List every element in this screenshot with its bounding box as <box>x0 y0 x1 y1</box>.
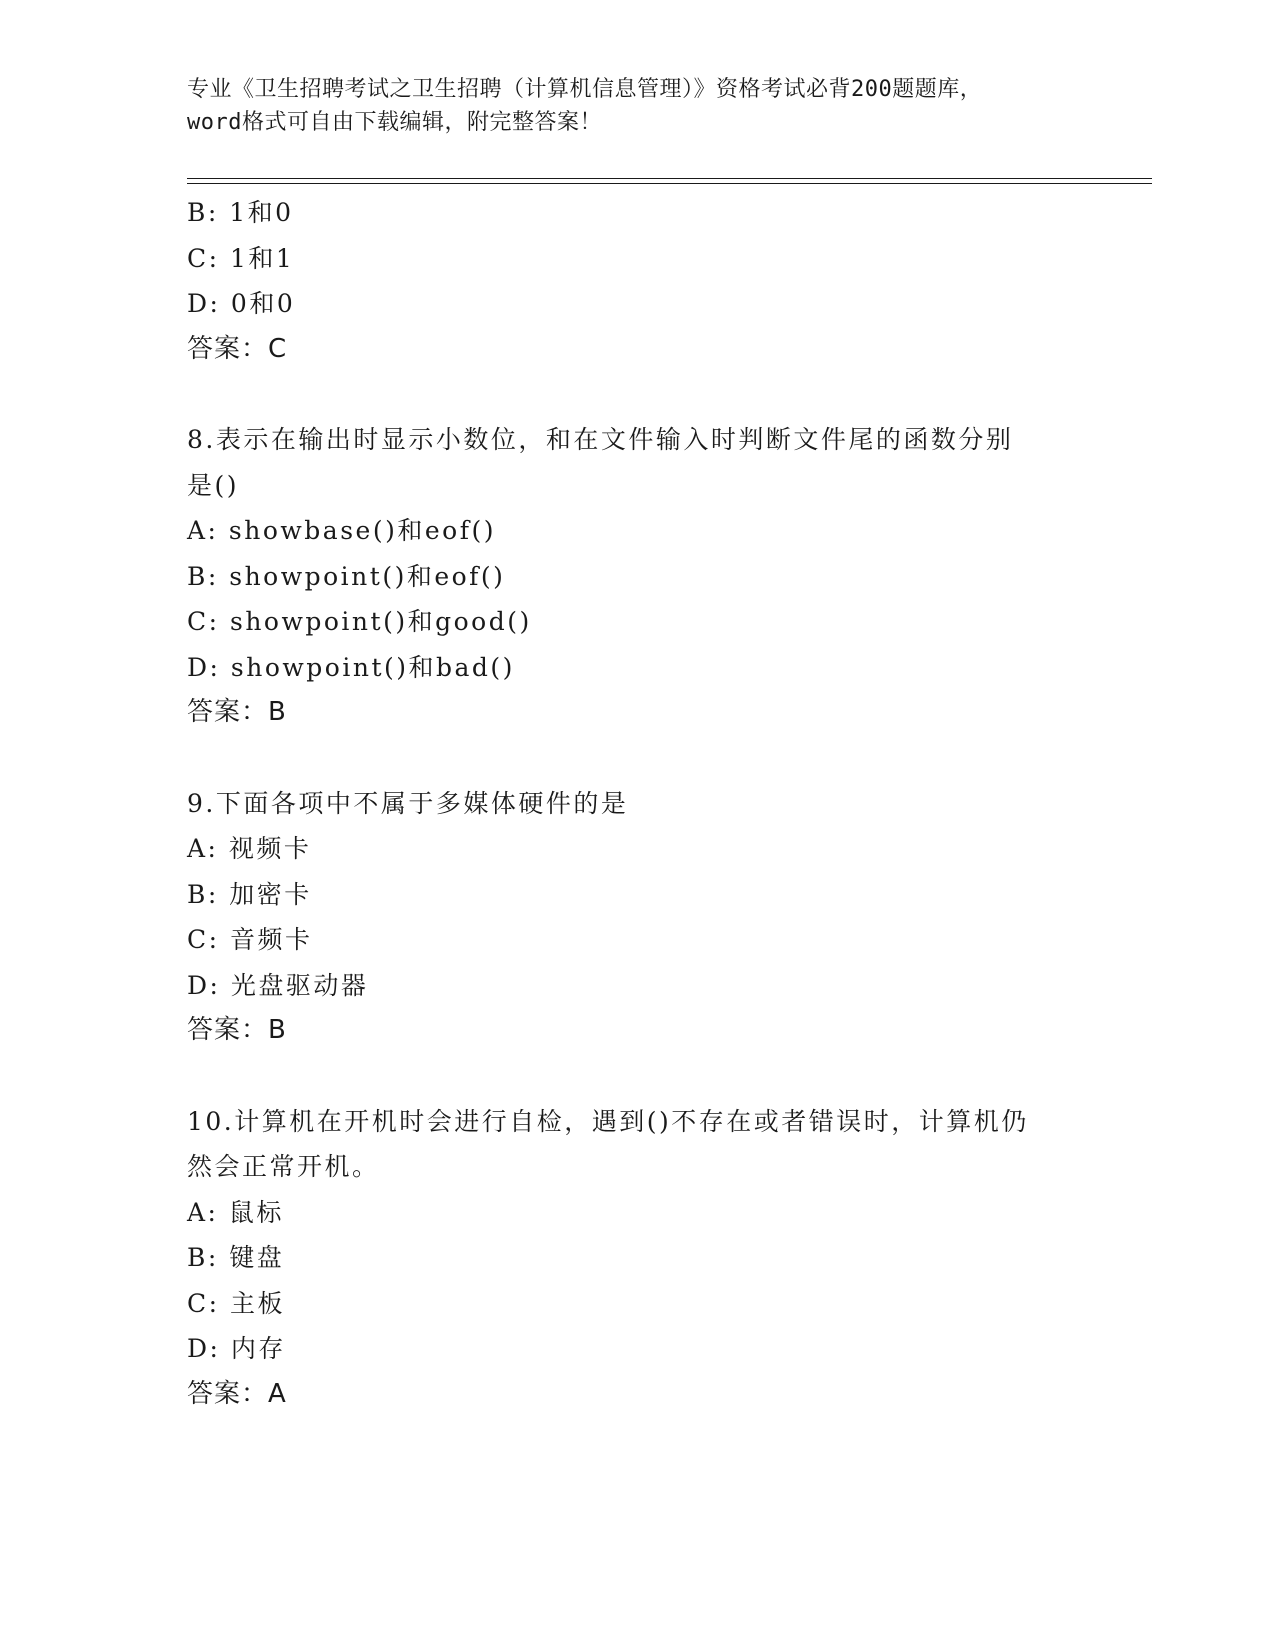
option-d: D: showpoint()和bad() <box>187 652 515 682</box>
answer: 答案：B <box>187 697 287 727</box>
option-c: C: 主板 <box>187 1288 285 1318</box>
option-c: C: showpoint()和good() <box>187 607 532 636</box>
option-d: D: 内存 <box>187 1334 286 1363</box>
option-a: A: 视频卡 <box>187 834 312 863</box>
option-c: C: 1和1 <box>187 243 295 273</box>
question-stem: 10.计算机在开机时会进行自检，遇到()不存在或者错误时，计算机仍 <box>187 1106 1029 1136</box>
question-10 <box>187 1099 1087 1418</box>
question-stem: 然会正常开机。 <box>187 1152 380 1181</box>
option-d: D: 光盘驱动器 <box>187 970 369 1000</box>
question-stem: 是() <box>187 470 240 500</box>
question-list <box>187 190 1087 1417</box>
option-d: D: 0和0 <box>187 289 296 318</box>
option-b: B: showpoint()和eof() <box>187 561 506 591</box>
option-b: B: 键盘 <box>187 1243 285 1272</box>
answer: 答案：B <box>187 1015 287 1045</box>
spacer <box>187 1054 1087 1099</box>
option-a: A: showbase()和eof() <box>187 516 496 545</box>
question-8 <box>187 417 1087 736</box>
header-line-1: 专业《卫生招聘考试之卫生招聘（计算机信息管理）》资格考试必背200题题库， <box>187 77 983 102</box>
option-c: C: 音频卡 <box>187 925 313 954</box>
header-divider-bottom <box>187 183 1152 184</box>
header-line-2: word格式可自由下载编辑，附完整答案！ <box>187 110 602 135</box>
option-a: A: 鼠标 <box>187 1197 284 1227</box>
answer: 答案：C <box>187 333 288 364</box>
spacer <box>187 372 1087 417</box>
header-divider-top <box>187 178 1152 179</box>
question-9 <box>187 781 1087 1054</box>
question-stem: 8.表示在输出时显示小数位，和在文件输入时判断文件尾的函数分别 <box>187 425 1014 454</box>
question-7-continued <box>187 190 1087 372</box>
option-b: B: 1和0 <box>187 198 294 227</box>
answer: 答案：A <box>187 1378 287 1409</box>
spacer <box>187 736 1087 781</box>
question-stem: 9.下面各项中不属于多媒体硬件的是 <box>187 788 629 818</box>
option-b: B: 加密卡 <box>187 879 312 909</box>
document-header <box>187 73 1087 139</box>
